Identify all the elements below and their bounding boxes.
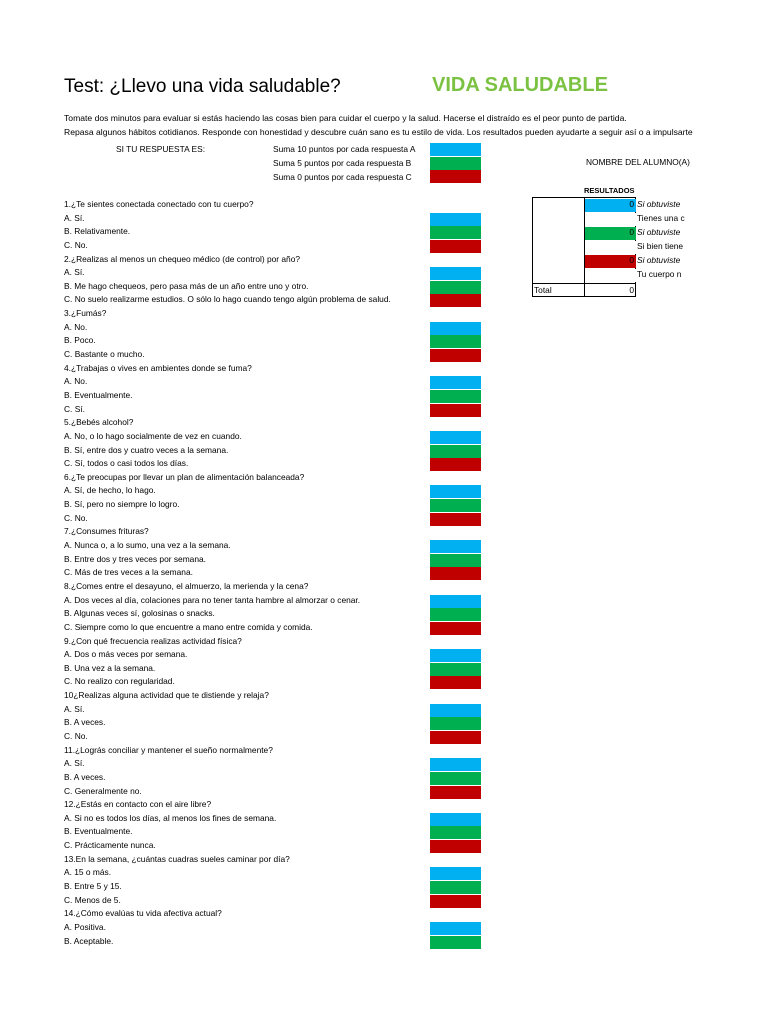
answer-color-cell-c[interactable]	[430, 567, 481, 580]
answer-color-cell-c[interactable]	[430, 622, 481, 635]
total-label: Total	[534, 285, 552, 295]
results-color-cell	[585, 269, 636, 282]
question-text: 13.En la semana, ¿cuántas cuadras sueles caminar por día?	[64, 853, 290, 864]
answer-option-b: B. Sí, pero no siempre lo logro.	[64, 499, 180, 510]
answer-color-cell-b[interactable]	[430, 936, 481, 949]
answer-option-a: A. Nunca o, a lo sumo, una vez a la semana.	[64, 540, 231, 551]
question-text: 11.¿Lográs conciliar y mantener el sueño normalmente?	[64, 744, 273, 755]
results-message: Si obtuviste	[637, 227, 681, 237]
answer-color-cell-c[interactable]	[430, 294, 481, 307]
answer-row[interactable]	[64, 825, 484, 839]
answer-option-a: A. Si no es todos los días, al menos los fines de semana.	[64, 812, 277, 823]
answer-row[interactable]	[64, 894, 484, 908]
scoring-label: SI TU RESPUESTA ES:	[116, 144, 206, 154]
answer-option-b: B. Relativamente.	[64, 226, 131, 237]
answer-color-cell-b[interactable]	[430, 445, 481, 458]
brand-heading: VIDA SALUDABLE	[432, 74, 608, 96]
answer-color-cell-a[interactable]	[430, 267, 481, 280]
answer-row[interactable]	[64, 239, 484, 253]
answer-color-cell-c[interactable]	[430, 404, 481, 417]
answer-row[interactable]	[64, 607, 484, 621]
answer-row[interactable]	[64, 716, 484, 730]
results-score: 0	[629, 227, 634, 237]
answer-color-cell-a[interactable]	[430, 704, 481, 717]
answer-row[interactable]	[64, 935, 484, 949]
question-text: 8.¿Comes entre el desayuno, el almuerzo, la merienda y la cena?	[64, 580, 309, 591]
results-message: Tienes una c	[637, 213, 685, 223]
results-color-cell	[585, 213, 636, 226]
answer-row[interactable]	[64, 498, 484, 512]
answer-option-a: A. No, o lo hago socialmente de vez en cuando.	[64, 430, 242, 441]
answer-color-cell-c[interactable]	[430, 786, 481, 799]
student-name-label: NOMBRE DEL ALUMNO(A)	[586, 157, 690, 167]
answer-color-cell-b[interactable]	[430, 499, 481, 512]
answer-option-b: B. Aceptable.	[64, 935, 114, 946]
question-text: 7.¿Consumes frituras?	[64, 526, 149, 537]
answer-color-cell-c[interactable]	[430, 840, 481, 853]
results-score: 0	[629, 255, 634, 265]
question-text: 6.¿Te preocupas por llevar un plan de alimentación balanceada?	[64, 471, 305, 482]
answer-option-b: B. A veces.	[64, 717, 106, 728]
answer-row[interactable]	[64, 389, 484, 403]
answer-option-a: A. Dos veces al día, colaciones para no tener tanta hambre al almorzar o cenar.	[64, 594, 361, 605]
intro-text-2: Repasa algunos hábitos cotidianos. Responde con honestidad y descubre cuán sano es tu estilo de vida. Los resultados pueden ayudarte a seguir así o a impulsarte	[64, 127, 693, 137]
answer-row[interactable]	[64, 266, 484, 280]
answer-row[interactable]	[64, 771, 484, 785]
question-row	[64, 471, 484, 485]
answer-option-c: C. Generalmente no.	[64, 785, 142, 796]
answer-color-cell-a[interactable]	[430, 922, 481, 935]
answer-row[interactable]	[64, 484, 484, 498]
results-total-divider	[532, 283, 636, 284]
answer-option-b: B. Eventualmente.	[64, 389, 133, 400]
answer-option-c: C. Sí, todos o casi todos los días.	[64, 458, 189, 469]
answer-row[interactable]	[64, 444, 484, 458]
answer-color-cell-b[interactable]	[430, 390, 481, 403]
question-row	[64, 744, 484, 758]
answer-option-c: C. Prácticamente nunca.	[64, 840, 156, 851]
answer-color-cell-a[interactable]	[430, 540, 481, 553]
intro-text-1: Tomate dos minutos para evaluar si estás haciendo las cosas bien para cuidar el cuerpo y la salud. Hacerse el distraído es el peor punto de partida.	[64, 113, 627, 123]
answer-row[interactable]	[64, 785, 484, 799]
scoring-swatch-b	[430, 157, 481, 170]
answer-option-c: C. No suelo realizarme estudios. O sólo lo hago cuando tengo algún problema de salud.	[64, 294, 391, 305]
answer-option-c: C. Más de tres veces a la semana.	[64, 567, 193, 578]
answer-row[interactable]	[64, 662, 484, 676]
answer-color-cell-b[interactable]	[430, 717, 481, 730]
answer-color-cell-c[interactable]	[430, 458, 481, 471]
results-score: 0	[629, 199, 634, 209]
question-row	[64, 689, 484, 703]
answer-row[interactable]	[64, 621, 484, 635]
question-text: 10¿Realizas alguna actividad que te distiende y relaja?	[64, 690, 269, 701]
scoring-swatch-c	[430, 170, 481, 183]
answer-row[interactable]	[64, 839, 484, 853]
question-row	[64, 253, 484, 267]
answer-color-cell-b[interactable]	[430, 226, 481, 239]
answer-color-cell-c[interactable]	[430, 513, 481, 526]
results-label: RESULTADOS	[584, 186, 635, 195]
answer-row[interactable]	[64, 553, 484, 567]
answer-color-cell-c[interactable]	[430, 240, 481, 253]
answer-option-a: A. Sí.	[64, 212, 85, 223]
answer-option-a: A. Sí, de hecho, lo hago.	[64, 485, 156, 496]
answer-row[interactable]	[64, 212, 484, 226]
question-row	[64, 307, 484, 321]
answer-option-a: A. No.	[64, 321, 88, 332]
answer-row[interactable]	[64, 293, 484, 307]
answer-option-b: B. Poco.	[64, 335, 96, 346]
answer-option-c: C. No.	[64, 239, 88, 250]
question-text: 9.¿Con qué frecuencia realizas actividad física?	[64, 635, 242, 646]
answer-color-cell-b[interactable]	[430, 881, 481, 894]
answer-option-a: A. Dos o más veces por semana.	[64, 649, 188, 660]
answer-option-c: C. No.	[64, 512, 88, 523]
question-text: 5.¿Bebés alcohol?	[64, 417, 134, 428]
answer-row[interactable]	[64, 703, 484, 717]
answer-option-c: C. Siempre como lo que encuentre a mano entre comida y comida.	[64, 621, 313, 632]
question-row	[64, 362, 484, 376]
answer-option-b: B. Sí, entre dos y cuatro veces a la semana.	[64, 444, 229, 455]
answer-option-c: C. Menos de 5.	[64, 894, 121, 905]
question-row	[64, 416, 484, 430]
answer-color-cell-a[interactable]	[430, 813, 481, 826]
scoring-swatch-a	[430, 143, 481, 156]
answer-color-cell-a[interactable]	[430, 595, 481, 608]
results-message: Si obtuviste	[637, 199, 681, 209]
question-text: 2.¿Realizas al menos un chequeo médico (de control) por año?	[64, 253, 301, 264]
answer-row[interactable]	[64, 566, 484, 580]
answer-option-b: B. A veces.	[64, 771, 106, 782]
question-text: 1.¿Te sientes conectada conectado con tu cuerpo?	[64, 199, 254, 209]
answer-option-a: A. Sí.	[64, 703, 85, 714]
answer-row[interactable]	[64, 539, 484, 553]
answer-option-c: C. Sí.	[64, 403, 85, 414]
answer-row[interactable]	[64, 675, 484, 689]
answer-row[interactable]	[64, 866, 484, 880]
results-message: Si obtuviste	[637, 255, 681, 265]
total-value: 0	[629, 285, 634, 295]
answer-color-cell-a[interactable]	[430, 758, 481, 771]
answer-row[interactable]	[64, 730, 484, 744]
answer-color-cell-b[interactable]	[430, 826, 481, 839]
answer-row[interactable]	[64, 812, 484, 826]
question-row	[64, 198, 484, 212]
answer-row[interactable]	[64, 880, 484, 894]
answer-color-cell-b[interactable]	[430, 554, 481, 567]
answer-option-a: A. 15 o más.	[64, 867, 112, 878]
question-row	[64, 580, 484, 594]
question-row	[64, 853, 484, 867]
answer-row[interactable]	[64, 348, 484, 362]
answer-color-cell-b[interactable]	[430, 608, 481, 621]
results-color-cell	[585, 241, 636, 254]
answer-row[interactable]	[64, 430, 484, 444]
answer-row[interactable]	[64, 457, 484, 471]
answer-row[interactable]	[64, 321, 484, 335]
question-row	[64, 798, 484, 812]
scoring-row-a: Suma 10 puntos por cada respuesta A	[273, 144, 416, 154]
answer-color-cell-a[interactable]	[430, 867, 481, 880]
answer-color-cell-a[interactable]	[430, 213, 481, 226]
answer-row[interactable]	[64, 280, 484, 294]
answer-color-cell-a[interactable]	[430, 485, 481, 498]
answer-option-b: B. Me hago chequeos, pero pasa más de un año entre uno y otro.	[64, 280, 309, 291]
answer-option-a: A. No.	[64, 376, 88, 387]
answer-color-cell-c[interactable]	[430, 895, 481, 908]
question-row	[64, 635, 484, 649]
question-text: 4.¿Trabajas o vives en ambientes donde se fuma?	[64, 362, 252, 373]
answer-row[interactable]	[64, 921, 484, 935]
answer-option-b: B. Eventualmente.	[64, 826, 133, 837]
question-text: 3.¿Fumás?	[64, 308, 107, 319]
answer-option-a: A. Sí.	[64, 267, 85, 278]
answer-row[interactable]	[64, 334, 484, 348]
answer-row[interactable]	[64, 594, 484, 608]
results-message: Si bien tiene	[637, 241, 684, 251]
answer-option-b: B. Una vez a la semana.	[64, 662, 156, 673]
question-row	[64, 525, 484, 539]
answer-row[interactable]	[64, 403, 484, 417]
question-text: 14.¿Cómo evalúas tu vida afectiva actual?	[64, 908, 222, 919]
answer-row[interactable]	[64, 757, 484, 771]
answer-option-b: B. Entre dos y tres veces por semana.	[64, 553, 206, 564]
answer-color-cell-b[interactable]	[430, 335, 481, 348]
page-title: Test: ¿Llevo una vida saludable?	[64, 76, 341, 97]
answer-option-a: A. Positiva.	[64, 921, 106, 932]
answer-color-cell-b[interactable]	[430, 663, 481, 676]
answer-row[interactable]	[64, 375, 484, 389]
answer-option-a: A. Sí.	[64, 758, 85, 769]
answer-color-cell-a[interactable]	[430, 322, 481, 335]
answer-color-cell-c[interactable]	[430, 676, 481, 689]
answer-color-cell-c[interactable]	[430, 349, 481, 362]
answer-option-c: C. Bastante o mucho.	[64, 349, 145, 360]
answer-option-b: B. Algunas veces sí, golosinas o snacks.	[64, 608, 215, 619]
answer-color-cell-b[interactable]	[430, 772, 481, 785]
answer-color-cell-a[interactable]	[430, 431, 481, 444]
question-text: 12.¿Estás en contacto con el aire libre?	[64, 799, 212, 810]
answer-color-cell-a[interactable]	[430, 376, 481, 389]
answer-option-b: B. Entre 5 y 15.	[64, 881, 122, 892]
answer-row[interactable]	[64, 512, 484, 526]
answer-row[interactable]	[64, 648, 484, 662]
answer-color-cell-c[interactable]	[430, 731, 481, 744]
answer-color-cell-b[interactable]	[430, 281, 481, 294]
answer-row[interactable]	[64, 225, 484, 239]
answer-option-c: C. No realizo con regularidad.	[64, 676, 175, 687]
answer-color-cell-a[interactable]	[430, 649, 481, 662]
quiz-questions	[64, 198, 484, 948]
answer-option-c: C. No.	[64, 730, 88, 741]
scoring-row-c: Suma 0 puntos por cada respuesta C	[273, 172, 412, 182]
results-message: Tu cuerpo n	[637, 269, 682, 279]
question-row	[64, 907, 484, 921]
scoring-row-b: Suma 5 puntos por cada respuesta B	[273, 158, 412, 168]
